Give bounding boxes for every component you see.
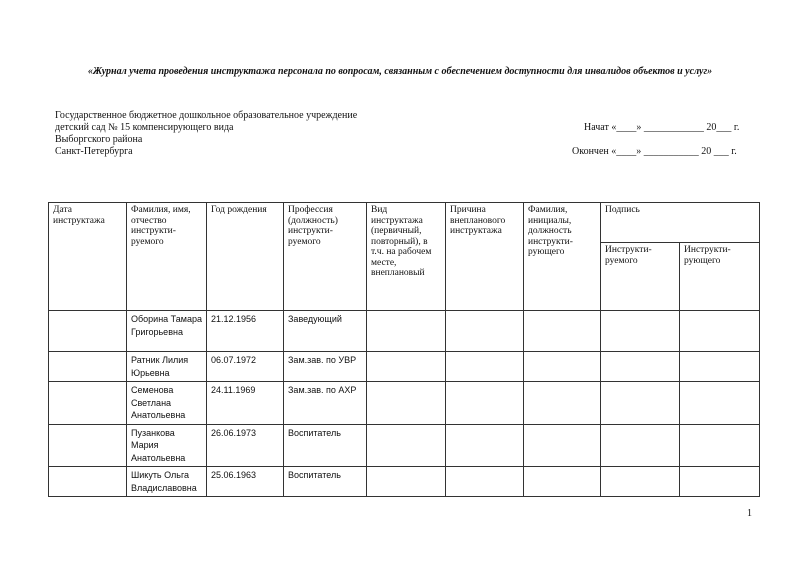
header-instruction-kind: Вид инструктажа (первичный, повторный), в т.ч. на рабочем месте, внеплановый [367,203,446,311]
instructor-cell [524,424,601,467]
reason-cell [446,382,524,425]
name-cell: Шикуть Ольга Владиславовна [127,467,207,497]
instruction-journal-table [48,202,760,497]
started-date-line: Начат «____» ____________ 20___ г. [584,122,740,133]
table-row [49,311,760,352]
name-cell: Пузанкова Мария Анатольевна [127,424,207,467]
kind-cell [367,467,446,497]
signature-instructor-cell [680,424,760,467]
signature-instructed-cell [601,424,680,467]
birth-cell: 21.12.1956 [207,311,284,352]
signature-instructed-cell [601,352,680,382]
org-line: Санкт-Петербурга [55,146,133,157]
header-profession: Профессия (должность) инструкти-руемого [284,203,367,311]
signature-instructor-cell [680,467,760,497]
journal-title: «Журнал учета проведения инструктажа персонала по вопросам, связанным с обеспечением доступности для инвалидов объектов и услуг» [87,66,713,77]
name-cell: Оборина Тамара Григорьевна [127,311,207,352]
signature-instructed-cell [601,311,680,352]
birth-cell: 26.06.1973 [207,424,284,467]
table-row [49,382,760,425]
reason-cell [446,424,524,467]
kind-cell [367,352,446,382]
position-cell: Зам.зав. по УВР [284,352,367,382]
reason-cell [446,467,524,497]
header-birth-year: Год рождения [207,203,284,311]
birth-cell: 24.11.1969 [207,382,284,425]
signature-instructor-cell [680,382,760,425]
reason-cell [446,352,524,382]
ended-date-line: Окончен «____» ___________ 20 ___ г. [572,146,737,157]
organization-block [55,110,357,158]
table-row [49,352,760,382]
date-cell [49,352,127,382]
name-cell: Семенова Светлана Анатольевна [127,382,207,425]
header-instructor: Фамилия, инициалы, должность инструкти-рующего [524,203,601,311]
org-line: детский сад № 15 компенсирующего вида [55,122,234,133]
header-date: Дата инструктажа [49,203,127,311]
page-number: 1 [747,508,752,519]
signature-instructed-cell [601,467,680,497]
kind-cell [367,424,446,467]
position-cell: Зам.зав. по АХР [284,382,367,425]
date-cell [49,467,127,497]
name-cell: Ратник Лилия Юрьевна [127,352,207,382]
date-cell [49,382,127,425]
table-row [49,424,760,467]
birth-cell: 25.06.1963 [207,467,284,497]
position-cell: Заведующий [284,311,367,352]
header-signature-instructor: Инструкти-рующего [680,243,760,311]
instructor-cell [524,311,601,352]
instructor-cell [524,382,601,425]
date-cell [49,311,127,352]
date-cell [49,424,127,467]
position-cell: Воспитатель [284,424,367,467]
instructor-cell [524,467,601,497]
table-row [49,467,760,497]
header-signature: Подпись [601,203,760,243]
reason-cell [446,311,524,352]
kind-cell [367,311,446,352]
org-line: Выборгского района [55,134,143,145]
position-cell: Воспитатель [284,467,367,497]
header-name: Фамилия, имя, отчество инструкти-руемого [127,203,207,311]
signature-instructed-cell [601,382,680,425]
signature-instructor-cell [680,311,760,352]
org-line: Государственное бюджетное дошкольное образовательное учреждение [55,110,358,121]
birth-cell: 06.07.1972 [207,352,284,382]
signature-instructor-cell [680,352,760,382]
header-reason: Причина внепланового инструктажа [446,203,524,311]
kind-cell [367,382,446,425]
instructor-cell [524,352,601,382]
header-signature-instructed: Инструкти-руемого [601,243,680,311]
